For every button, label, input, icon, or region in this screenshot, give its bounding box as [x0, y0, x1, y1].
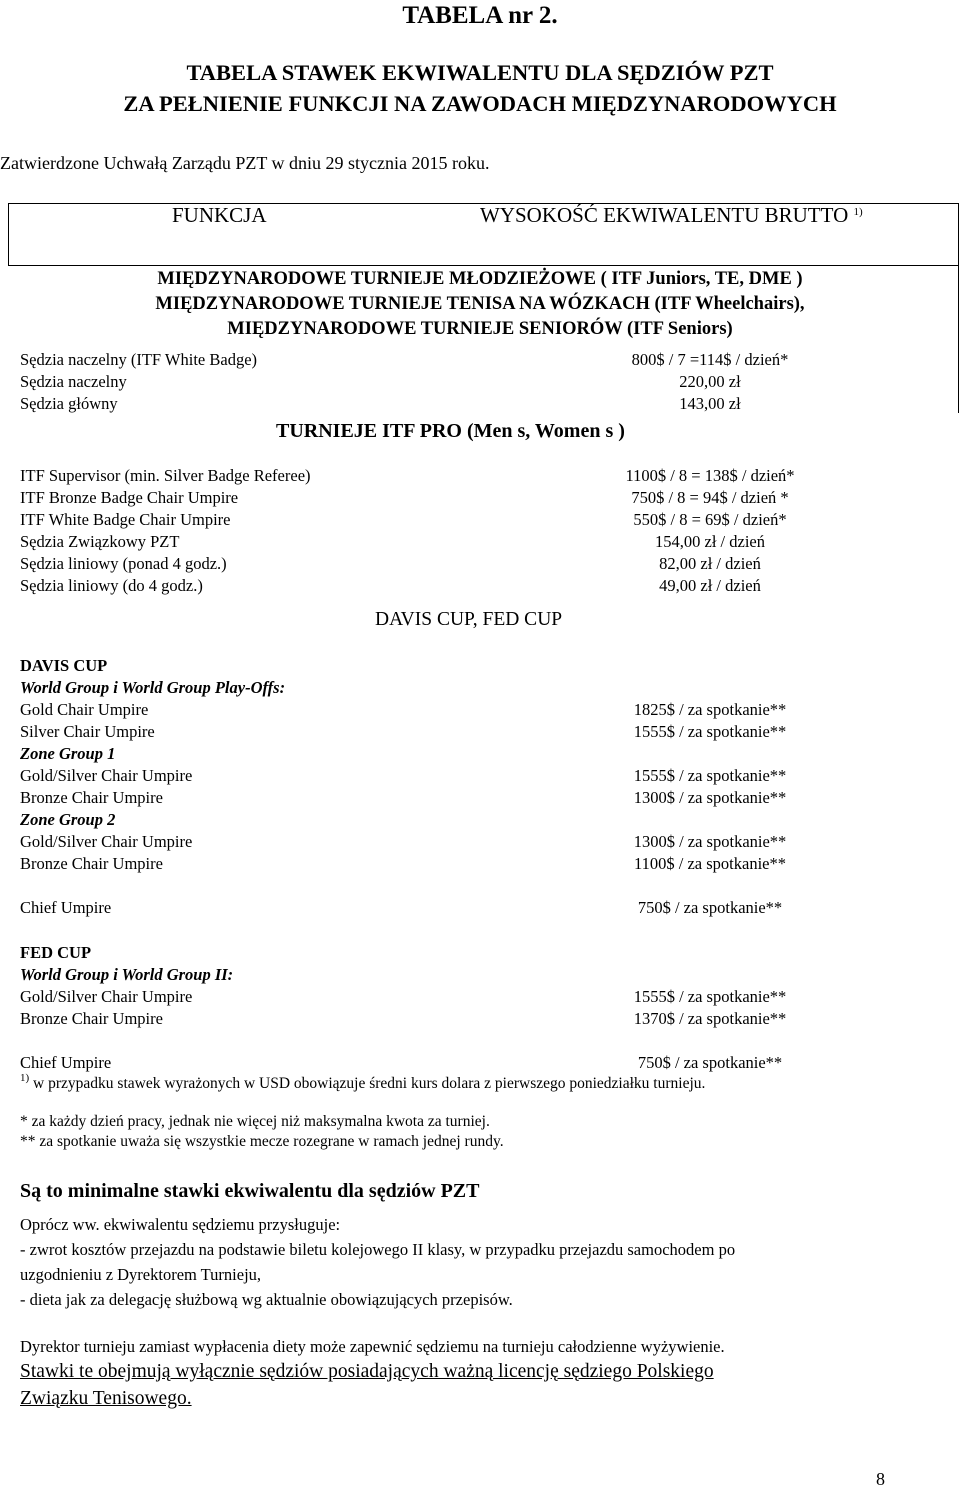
table-row: [20, 393, 920, 415]
table-row: [20, 721, 920, 743]
license-note-line-2: Związku Tenisowego.: [20, 1388, 192, 1409]
davis-cup-heading: DAVIS CUP: [20, 656, 108, 675]
row-label: Gold/Silver Chair Umpire: [20, 987, 193, 1006]
row-value: 1300$ / za spotkanie**: [633, 788, 787, 807]
row-label: ITF Supervisor (min. Silver Badge Referee): [20, 466, 311, 485]
table-row: [20, 349, 920, 371]
table-row: [20, 699, 920, 721]
row-value: 1100$ / 8 = 138$ / dzień*: [625, 466, 795, 485]
section1-line-1: MIĘDZYNARODOWE TURNIEJE MŁODZIEŻOWE ( ITF Juniors, TE, DME ): [157, 269, 803, 289]
row-label: Chief Umpire: [20, 898, 112, 917]
row-label: ITF Bronze Badge Chair Umpire: [20, 488, 239, 507]
row-label: Sędzia naczelny: [20, 372, 127, 391]
row-label: Gold/Silver Chair Umpire: [20, 766, 193, 785]
row-value: 550$ / 8 = 69$ / dzień*: [633, 510, 787, 529]
table-row: [20, 575, 920, 597]
table-row: [20, 853, 920, 875]
row-label: Gold Chair Umpire: [20, 700, 149, 719]
extra-item-1-cont: uzgodnieniu z Dyrektorem Turnieju,: [20, 1265, 262, 1284]
row-value: 1555$ / za spotkanie**: [633, 766, 787, 785]
header-bottom-border: [8, 265, 959, 266]
row-label: Bronze Chair Umpire: [20, 854, 163, 873]
zone-group-1-heading: Zone Group 1: [20, 744, 116, 763]
row-label: Sędzia główny: [20, 394, 118, 413]
footnote-usd: $^{1)}$ w przypadku stawek wyrażonych w USD obowiązuje średni kurs dolara z pierwszego poniedziałku turnieju.: [20, 1072, 706, 1092]
extra-item-1: - zwrot kosztów przejazdu na podstawie biletu kolejowego II klasy, w przypadku przejazdu samochodem po: [20, 1240, 736, 1259]
row-label: Gold/Silver Chair Umpire: [20, 832, 193, 851]
row-value: 750$ / 8 = 94$ / dzień *: [631, 488, 789, 507]
section3-title: DAVIS CUP, FED CUP: [375, 609, 563, 630]
section1-line-2: MIĘDZYNARODOWE TURNIEJE TENISA NA WÓZKACH (ITF Wheelchairs),: [155, 294, 805, 314]
row-value: 1370$ / za spotkanie**: [633, 1009, 787, 1028]
row-value: 1825$ / za spotkanie**: [633, 700, 787, 719]
doc-label: TABELA nr 2.: [402, 2, 558, 29]
column-header-function: FUNKCJA: [172, 203, 267, 227]
row-label: ITF White Badge Chair Umpire: [20, 510, 231, 529]
minimal-rates-heading: Są to minimalne stawki ekwiwalentu dla sędziów PZT: [20, 1180, 480, 1202]
row-value: 1300$ / za spotkanie**: [633, 832, 787, 851]
row-label: Sędzia liniowy (do 4 godz.): [20, 576, 203, 595]
davis-world-group-heading: World Group i World Group Play-Offs:: [20, 678, 286, 697]
row-value: 1555$ / za spotkanie**: [633, 722, 787, 741]
table-row: [20, 1052, 920, 1074]
table-row: [20, 371, 920, 393]
zone-group-2-heading: Zone Group 2: [20, 810, 116, 829]
row-value: 1555$ / za spotkanie**: [633, 987, 787, 1006]
table-row: [20, 553, 920, 575]
row-value: 143,00 zł: [679, 394, 741, 413]
table-row: [20, 487, 920, 509]
extra-intro: Oprócz ww. ekwiwalentu sędziemu przysługuje:: [20, 1215, 341, 1234]
row-value: 800$ / 7 =114$ / dzień*: [631, 350, 789, 369]
table-row: [20, 897, 920, 919]
row-value: 49,00 zł / dzień: [659, 576, 761, 595]
row-label: Silver Chair Umpire: [20, 722, 155, 741]
section2-title: TURNIEJE ITF PRO (Men s, Women s ): [276, 420, 625, 442]
approval-text: Zatwierdzone Uchwałą Zarządu PZT w dniu 29 stycznia 2015 roku.: [0, 153, 490, 173]
row-value: 82,00 zł / dzień: [659, 554, 761, 573]
page-number: 8: [876, 1469, 885, 1489]
row-label: Sędzia liniowy (ponad 4 godz.): [20, 554, 227, 573]
fed-cup-heading: FED CUP: [20, 943, 92, 962]
row-value: 220,00 zł: [679, 372, 741, 391]
row-value: 154,00 zł / dzień: [655, 532, 765, 551]
table-row: [20, 465, 920, 487]
fed-world-group-heading: World Group i World Group II:: [20, 965, 234, 984]
row-label: Sędzia Związkowy PZT: [20, 532, 180, 551]
title-line-2: ZA PEŁNIENIE FUNKCJI NA ZAWODACH MIĘDZYNARODOWYCH: [123, 91, 837, 116]
license-note-line-1: Stawki te obejmują wyłącznie sędziów posiadających ważną licencję sędziego Polskiego: [20, 1361, 714, 1382]
table-row: [20, 831, 920, 853]
row-value: 750$ / za spotkanie**: [637, 898, 783, 917]
table-row: [20, 986, 920, 1008]
row-label: Chief Umpire: [20, 1053, 112, 1072]
table-left-border: [8, 203, 9, 266]
footnote-daily: * za każdy dzień pracy, jednak nie więcej niż maksymalna kwota za turniej.: [20, 1113, 490, 1130]
row-value: 750$ / za spotkanie**: [637, 1053, 783, 1072]
row-value: 1100$ / za spotkanie**: [634, 854, 786, 873]
column-header-amount: WYSOKOŚĆ EKWIWALENTU BRUTTO $^{1)}$: [480, 203, 863, 227]
row-label: Bronze Chair Umpire: [20, 1009, 163, 1028]
director-note: Dyrektor turnieju zamiast wypłacenia diety może zapewnić sędziemu na turnieju całodzienne wyżywienie.: [20, 1337, 725, 1356]
section1-line-3: MIĘDZYNARODOWE TURNIEJE SENIORÓW (ITF Seniors): [227, 319, 733, 339]
table-row: [20, 765, 920, 787]
title-line-1: TABELA STAWEK EKWIWALENTU DLA SĘDZIÓW PZT: [186, 60, 774, 85]
row-label: Bronze Chair Umpire: [20, 788, 163, 807]
row-label: Sędzia naczelny (ITF White Badge): [20, 350, 258, 369]
table-row: [20, 1008, 920, 1030]
table-row: [20, 531, 920, 553]
footnote-match: ** za spotkanie uważa się wszystkie mecze rozegrane w ramach jednej rundy.: [20, 1133, 504, 1150]
table-row: [20, 787, 920, 809]
table-row: [20, 509, 920, 531]
extra-item-2: - dieta jak za delegację służbową wg aktualnie obowiązujących przepisów.: [20, 1290, 513, 1309]
